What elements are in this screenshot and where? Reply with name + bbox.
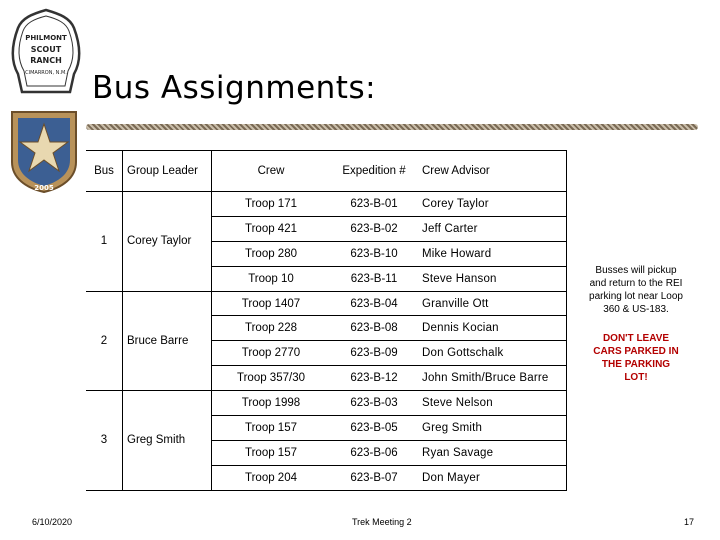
footer-date: 6/10/2020 <box>32 517 73 527</box>
philmont-arrowhead-logo <box>8 8 84 94</box>
parking-warning: DON'T LEAVE CARS PARKED IN THE PARKING LOT! <box>593 333 679 383</box>
header-crew-advisor: Crew Advisor <box>418 151 567 192</box>
logo-top-line-3: RANCH <box>30 56 62 65</box>
header-group-leader-text: Group Leader <box>127 165 198 177</box>
logo-bottom-year: 2005 <box>34 184 54 192</box>
expedition-cell: 623-B-06 <box>330 440 418 465</box>
expedition-cell: 623-B-05 <box>330 416 418 441</box>
star-badge-logo <box>8 104 80 194</box>
expedition-cell: 623-B-07 <box>330 465 418 490</box>
decorative-rule <box>86 124 698 130</box>
expedition-cell: 623-B-01 <box>330 192 418 217</box>
advisor-cell: Dennis Kocian <box>418 316 567 341</box>
logo-top-line-1: PHILMONT <box>25 34 67 42</box>
crew-cell: Troop 1407 <box>212 291 331 316</box>
table-row <box>86 192 567 217</box>
advisor-cell: Greg Smith <box>418 416 567 441</box>
logo-top-line-4: CIMARRON, N.M. <box>25 70 67 76</box>
advisor-cell: Granville Ott <box>418 291 567 316</box>
advisor-cell: Steve Hanson <box>418 266 567 291</box>
advisor-cell: Corey Taylor <box>418 192 567 217</box>
bus-number: 2 <box>86 291 123 391</box>
table-header-row <box>86 151 567 192</box>
pickup-note: Busses will pickup and return to the REI parking lot near Loop 360 & US-183. <box>589 265 683 315</box>
header-bus: Bus <box>86 151 123 192</box>
crew-cell: Troop 171 <box>212 192 331 217</box>
crew-cell: Troop 357/30 <box>212 366 331 391</box>
advisor-cell: Mike Howard <box>418 241 567 266</box>
expedition-cell: 623-B-03 <box>330 391 418 416</box>
crew-cell: Troop 1998 <box>212 391 331 416</box>
crew-cell: Troop 157 <box>212 416 331 441</box>
crew-cell: Troop 157 <box>212 440 331 465</box>
footer-page-number: 17 <box>684 517 695 527</box>
advisor-cell: Don Mayer <box>418 465 567 490</box>
group-leader: Greg Smith <box>123 391 212 491</box>
expedition-cell: 623-B-10 <box>330 241 418 266</box>
expedition-cell: 623-B-09 <box>330 341 418 366</box>
header-crew: Crew <box>212 151 331 192</box>
crew-cell: Troop 204 <box>212 465 331 490</box>
expedition-cell: 623-B-11 <box>330 266 418 291</box>
logo-top-line-2: SCOUT <box>30 45 62 54</box>
bus-number: 1 <box>86 192 123 292</box>
header-expedition: Expedition # <box>330 151 418 192</box>
header-group-leader <box>123 151 212 192</box>
table-row <box>86 291 567 316</box>
expedition-cell: 623-B-08 <box>330 316 418 341</box>
bus-assignment-table <box>86 150 567 491</box>
advisor-cell: Don Gottschalk <box>418 341 567 366</box>
advisor-cell: John Smith/Bruce Barre <box>418 366 567 391</box>
expedition-cell: 623-B-12 <box>330 366 418 391</box>
advisor-cell: Jeff Carter <box>418 216 567 241</box>
crew-cell: Troop 10 <box>212 266 331 291</box>
group-leader: Bruce Barre <box>123 291 212 391</box>
expedition-cell: 623-B-02 <box>330 216 418 241</box>
crew-cell: Troop 421 <box>212 216 331 241</box>
table-row <box>86 391 567 416</box>
advisor-cell: Steve Nelson <box>418 391 567 416</box>
advisor-cell: Ryan Savage <box>418 440 567 465</box>
expedition-cell: 623-B-04 <box>330 291 418 316</box>
crew-cell: Troop 2770 <box>212 341 331 366</box>
crew-cell: Troop 280 <box>212 241 331 266</box>
bus-number: 3 <box>86 391 123 491</box>
crew-cell: Troop 228 <box>212 316 331 341</box>
footer-meeting-title: Trek Meeting 2 <box>352 517 412 527</box>
slide-title: Bus Assignments: <box>92 70 377 106</box>
group-leader: Corey Taylor <box>123 192 212 292</box>
